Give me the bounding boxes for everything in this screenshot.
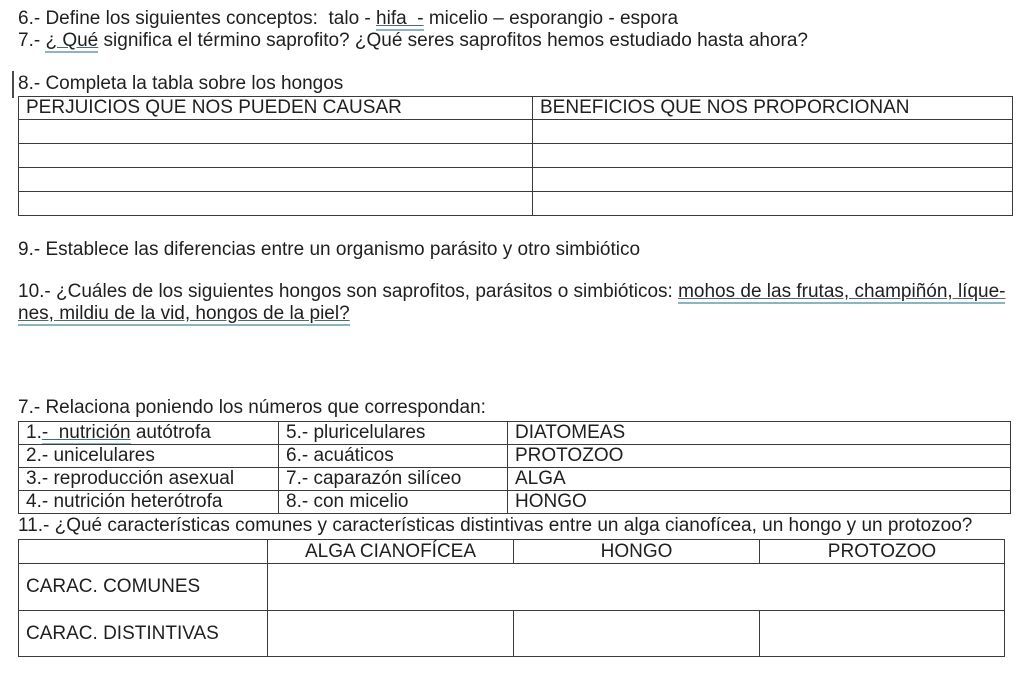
relaciona-item-8: 8.- con micelio xyxy=(279,491,508,514)
relaciona-item-3: 3.- reproducción asexual xyxy=(19,468,279,491)
relaciona-item-5: 5.- pluricelulares xyxy=(279,422,508,445)
q11-text: 11.- ¿Qué características comunes y características distintivas entre un alga cianofícea, un hongo y un protozoo? xyxy=(18,515,973,536)
question-10 xyxy=(18,281,1024,325)
item1-post: autótrofa xyxy=(130,422,211,443)
relaciona-answer-hongo[interactable]: HONGO xyxy=(508,491,1011,514)
carac-header-alga: ALGA CIANOFÍCEA xyxy=(268,540,514,564)
q9-text: 9.- Establece las diferencias entre un organismo parásito y otro simbiótico xyxy=(18,239,641,260)
hongos-table xyxy=(18,96,1013,216)
relaciona-item-6: 6.- acuáticos xyxy=(279,445,508,468)
hongos-header-perjuicios: PERJUICIOS QUE NOS PUEDEN CAUSAR xyxy=(19,97,533,120)
carac-distintivas-alga-fill-cell[interactable] xyxy=(268,611,514,657)
q6-underlined-term: hifa - xyxy=(376,8,424,29)
caracteristicas-table xyxy=(18,539,1005,657)
q8-text: 8.- Completa la tabla sobre los hongos xyxy=(18,73,344,94)
carac-distintivas-label: CARAC. DISTINTIVAS xyxy=(19,611,268,657)
relaciona-row xyxy=(19,468,1011,491)
item1-underlined: - nutrición xyxy=(41,422,131,443)
hongos-empty-row xyxy=(19,120,1013,144)
hongos-header-beneficios: BENEFICIOS QUE NOS PROPORCIONAN xyxy=(533,97,1013,120)
carac-header-hongo: HONGO xyxy=(514,540,760,564)
question-6 xyxy=(18,8,1024,30)
item1-pre: 1. xyxy=(26,422,42,443)
hongos-fill-cell[interactable] xyxy=(533,120,1013,144)
hongos-fill-cell[interactable] xyxy=(533,192,1013,216)
q10-underlined-line2: nes, mildiu de la vid, hongos de la piel? xyxy=(18,303,350,324)
carac-header-protozoo: PROTOZOO xyxy=(760,540,1005,564)
q7-underlined-term: ¿ Qué xyxy=(45,30,99,51)
relaciona-row xyxy=(19,445,1011,468)
hongos-empty-row xyxy=(19,144,1013,168)
carac-distintivas-hongo-fill-cell[interactable] xyxy=(514,611,760,657)
relaciona-answer-alga[interactable]: ALGA xyxy=(508,468,1011,491)
relaciona-row xyxy=(19,422,1011,445)
carac-comunes-fill-cell[interactable] xyxy=(268,564,1005,611)
relaciona-answer-diatomeas[interactable]: DIATOMEAS xyxy=(508,422,1011,445)
question-7 xyxy=(18,30,1024,52)
carac-distintivas-protozoo-fill-cell[interactable] xyxy=(760,611,1005,657)
carac-header-empty xyxy=(19,540,268,564)
relaciona-answer-protozoo[interactable]: PROTOZOO xyxy=(508,445,1011,468)
carac-comunes-row xyxy=(19,564,1005,611)
relaciona-item-2: 2.- unicelulares xyxy=(19,445,279,468)
hongos-fill-cell[interactable] xyxy=(19,168,533,192)
hongos-fill-cell[interactable] xyxy=(19,144,533,168)
carac-comunes-label: CARAC. COMUNES xyxy=(19,564,268,611)
relaciona-table xyxy=(18,421,1011,514)
hongos-fill-cell[interactable] xyxy=(19,120,533,144)
question-9 xyxy=(18,239,1024,261)
q6-text-pre: 6.- Define los siguientes conceptos: talo - xyxy=(18,8,377,29)
question-11 xyxy=(18,515,1024,537)
hongos-empty-row xyxy=(19,168,1013,192)
hongos-fill-cell[interactable] xyxy=(19,192,533,216)
q7b-text: 7.- Relaciona poniendo los números que correspondan: xyxy=(18,397,486,418)
question-8 xyxy=(18,73,1024,95)
carac-distintivas-row xyxy=(19,611,1005,657)
q10-text-pre: 10.- ¿Cuáles de los siguientes hongos son saprofitos, parásitos o simbióticos: xyxy=(18,281,679,302)
hongos-fill-cell[interactable] xyxy=(533,144,1013,168)
hongos-fill-cell[interactable] xyxy=(533,168,1013,192)
question-7-relaciona xyxy=(18,397,1024,419)
relaciona-item-1 xyxy=(19,422,279,445)
relaciona-row xyxy=(19,491,1011,514)
hongos-empty-row xyxy=(19,192,1013,216)
text-cursor xyxy=(12,71,14,98)
relaciona-item-7: 7.- caparazón silíceo xyxy=(279,468,508,491)
q10-underlined-line1: mohos de las frutas, champiñón, líque- xyxy=(678,281,1006,302)
relaciona-item-4: 4.- nutrición heterótrofa xyxy=(19,491,279,514)
q7-text-pre: 7.- xyxy=(18,30,46,51)
q7-text-post: significa el término saprofito? ¿Qué seres saprofitos hemos estudiado hasta ahora? xyxy=(98,30,808,51)
q6-text-post: micelio – esporangio - espora xyxy=(423,8,679,29)
hongos-header-row xyxy=(19,97,1013,120)
caracteristicas-header-row xyxy=(19,540,1005,564)
